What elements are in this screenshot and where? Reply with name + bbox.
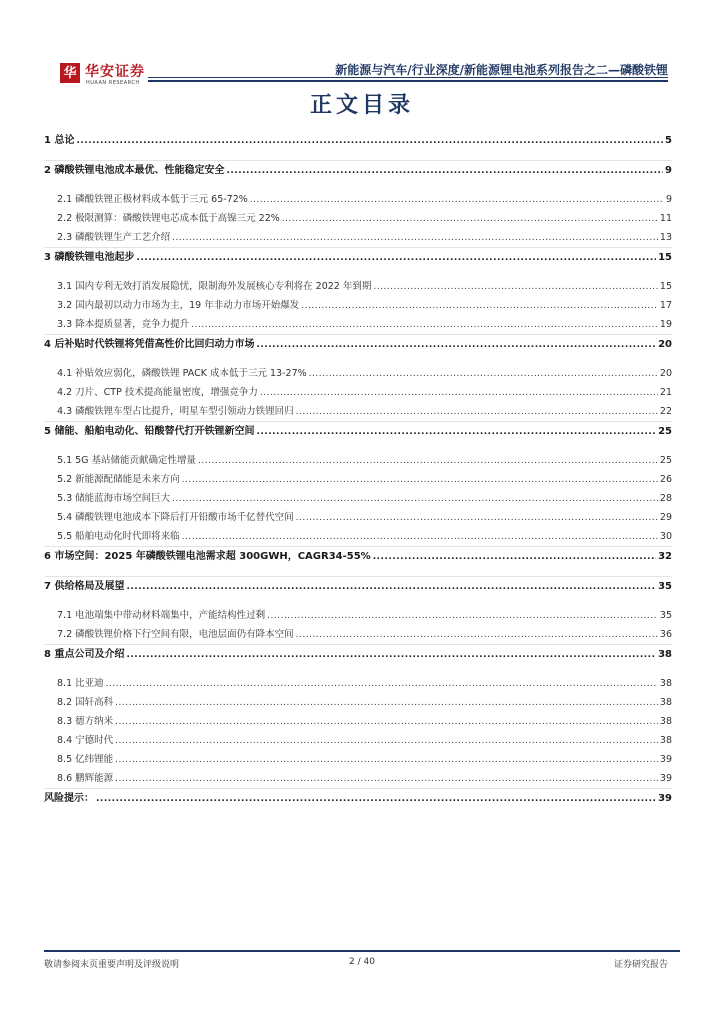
toc-subsection-entry[interactable] — [44, 625, 672, 644]
toc-subsection-entry[interactable] — [44, 277, 672, 296]
toc-leader-dots — [260, 384, 658, 402]
toc-leader-dots — [226, 161, 663, 181]
toc-entry-title: 2.3 磷酸铁锂生产工艺介绍 — [57, 232, 171, 243]
toc-leader-dots — [282, 210, 658, 228]
toc-subsection-entry[interactable] — [44, 209, 672, 228]
toc-entry-title: 2.1 磷酸铁锂正极材料成本低于三元 65-72% — [57, 194, 248, 205]
toc-section-entry[interactable] — [44, 546, 672, 576]
toc-leader-dots — [182, 471, 658, 489]
toc-subsection-entry[interactable] — [44, 674, 672, 693]
toc-entry-page: 25 — [658, 426, 672, 437]
toc-leader-dots — [250, 191, 664, 209]
toc-subsection-entry[interactable] — [44, 190, 672, 209]
toc-entry-page: 26 — [659, 474, 672, 485]
toc-subsection-entry[interactable] — [44, 489, 672, 508]
toc-entry-page: 35 — [659, 610, 672, 621]
toc-entry-title: 2.2 极限测算：磷酸铁锂电芯成本低于高镍三元 22% — [57, 213, 280, 224]
toc-leader-dots — [126, 577, 656, 597]
toc-entry-page: 38 — [658, 649, 672, 660]
toc-leader-dots — [115, 713, 658, 731]
toc-leader-dots — [136, 248, 656, 268]
footer-disclaimer: 敬请参阅末页重要声明及评级说明 — [44, 960, 180, 970]
toc-entry-page: 38 — [659, 716, 672, 727]
toc-entry-page: 13 — [659, 232, 672, 243]
toc-entry-title: 5.5 船舶电动化时代即将来临 — [57, 531, 180, 542]
toc-leader-dots — [198, 452, 658, 470]
toc-entry-title: 8.6 鹏辉能源 — [57, 773, 114, 784]
toc-entry-page: 15 — [658, 252, 672, 263]
toc-subsection-entry[interactable] — [44, 228, 672, 247]
logo-name: 华安证券 — [85, 64, 145, 80]
toc-section-entry[interactable] — [44, 788, 672, 818]
toc-entry-page: 38 — [659, 735, 672, 746]
toc-entry-page: 11 — [659, 213, 672, 224]
toc-section-entry[interactable] — [44, 576, 672, 606]
toc-subsection-entry[interactable] — [44, 712, 672, 731]
toc-entry-page: 15 — [659, 281, 672, 292]
toc-entry-title: 3.3 降本提质显著，竞争力提升 — [57, 319, 190, 330]
toc-subsection-entry[interactable] — [44, 470, 672, 489]
toc-entry-page: 19 — [659, 319, 672, 330]
toc-leader-dots — [267, 607, 658, 625]
toc-section-entry[interactable] — [44, 131, 672, 160]
toc-subsection-entry[interactable] — [44, 383, 672, 402]
toc-leader-dots — [296, 403, 658, 421]
toc-subsection-entry[interactable] — [44, 402, 672, 421]
toc-entry-title: 8.5 亿纬锂能 — [57, 754, 114, 765]
toc-leader-dots — [256, 335, 656, 355]
toc-leader-dots — [172, 490, 658, 508]
toc-entry-title: 7.1 电池端集中带动材料端集中，产能结构性过剩 — [57, 610, 266, 621]
toc-entry-page: 20 — [659, 368, 672, 379]
toc-leader-dots — [115, 732, 658, 750]
toc-leader-dots — [115, 751, 658, 769]
toc-entry-title: 5.2 新能源配储能是未来方向 — [57, 474, 180, 485]
toc-entry-title: 7 供给格局及展望 — [44, 581, 125, 592]
page-header — [0, 0, 724, 92]
toc-entry-title: 7.2 磷酸铁锂价格下行空间有限，电池层面仍有降本空间 — [57, 629, 294, 640]
toc-entry-title: 8.3 德方纳米 — [57, 716, 114, 727]
toc-leader-dots — [115, 770, 658, 788]
toc-entry-page: 28 — [659, 493, 672, 504]
toc-section-entry[interactable] — [44, 644, 672, 674]
toc-entry-title: 8.2 国轩高科 — [57, 697, 114, 708]
toc-entry-title: 4.2 刀片、CTP 技术提高能量密度，增强竞争力 — [57, 387, 258, 398]
logo-subtitle: HUAAN RESEARCH — [86, 80, 140, 86]
toc-leader-dots — [172, 229, 658, 247]
toc-entry-title: 2 磷酸铁锂电池成本最优、性能稳定安全 — [44, 165, 225, 176]
toc-leader-dots — [96, 789, 656, 809]
toc-entry-page: 39 — [659, 773, 672, 784]
report-series-title: 新能源与汽车/行业深度/新能源锂电池系列报告之二—磷酸铁锂 — [335, 63, 668, 77]
toc-entry-page: 9 — [665, 165, 672, 176]
toc-entry-title: 5.3 储能蓝海市场空间巨大 — [57, 493, 171, 504]
toc-leader-dots — [373, 547, 656, 567]
toc-subsection-entry[interactable] — [44, 731, 672, 750]
toc-entry-title: 5.4 磷酸铁锂电池成本下降后打开铅酸市场千亿替代空间 — [57, 512, 294, 523]
toc-section-entry[interactable] — [44, 247, 672, 277]
toc-entry-title: 3 磷酸铁锂电池起步 — [44, 252, 135, 263]
toc-entry-title: 8.1 比亚迪 — [57, 678, 104, 689]
toc-subsection-entry[interactable] — [44, 508, 672, 527]
toc-leader-dots — [115, 694, 658, 712]
toc-entry-page: 5 — [665, 135, 672, 146]
toc-entry-page: 38 — [659, 697, 672, 708]
toc-entry-page: 25 — [659, 455, 672, 466]
toc-entry-page: 17 — [659, 300, 672, 311]
toc-entry-page: 39 — [658, 793, 672, 804]
toc-entry-title: 3.2 国内最初以动力市场为主，19 年非动力市场开始爆发 — [57, 300, 300, 311]
toc-subsection-entry[interactable] — [44, 364, 672, 383]
toc-entry-page: 22 — [659, 406, 672, 417]
toc-section-entry[interactable] — [44, 160, 672, 190]
toc-entry-page: 39 — [659, 754, 672, 765]
toc-entry-title: 6 市场空间：2025 年磷酸铁锂电池需求超 300GWH，CAGR34-55% — [44, 551, 371, 562]
toc-entry-page: 36 — [659, 629, 672, 640]
toc-entry-page: 30 — [659, 531, 672, 542]
toc-subsection-entry[interactable] — [44, 693, 672, 712]
toc-section-entry[interactable] — [44, 334, 672, 364]
table-of-contents — [44, 131, 672, 818]
toc-section-entry[interactable] — [44, 421, 672, 451]
toc-entry-title: 8.4 宁德时代 — [57, 735, 114, 746]
toc-entry-page: 9 — [665, 194, 672, 205]
header-divider — [148, 77, 668, 78]
toc-subsection-entry[interactable] — [44, 315, 672, 334]
toc-entry-title: 风险提示： — [44, 793, 94, 804]
toc-entry-title: 8 重点公司及介绍 — [44, 649, 125, 660]
toc-subsection-entry[interactable] — [44, 769, 672, 788]
toc-entry-page: 29 — [659, 512, 672, 523]
toc-leader-dots — [126, 645, 656, 665]
toc-leader-dots — [106, 675, 658, 693]
toc-leader-dots — [373, 278, 658, 296]
toc-entry-title: 1 总论 — [44, 135, 75, 146]
header-divider-thick — [148, 80, 668, 82]
toc-subsection-entry[interactable] — [44, 451, 672, 470]
toc-entry-title: 4.3 磷酸铁锂车型占比提升，明星车型引领动力铁锂回归 — [57, 406, 294, 417]
footer-report-type: 证券研究报告 — [613, 960, 668, 970]
logo-icon: 华 — [60, 63, 80, 83]
toc-leader-dots — [256, 422, 656, 442]
toc-leader-dots — [296, 626, 658, 644]
toc-leader-dots — [301, 297, 658, 315]
toc-leader-dots — [191, 316, 658, 334]
toc-entry-title: 5 储能、船舶电动化、铅酸替代打开铁锂新空间 — [44, 426, 255, 437]
toc-entry-title: 5.1 5G 基站储能贡献确定性增量 — [57, 455, 197, 466]
toc-leader-dots — [309, 365, 658, 383]
toc-entry-page: 21 — [659, 387, 672, 398]
toc-leader-dots — [76, 131, 663, 151]
toc-entry-page: 20 — [658, 339, 672, 350]
toc-entry-title: 4.1 补贴效应弱化，磷酸铁锂 PACK 成本低于三元 13-27% — [57, 368, 307, 379]
page-number: 2 / 40 — [349, 957, 375, 967]
toc-subsection-entry[interactable] — [44, 296, 672, 315]
toc-subsection-entry[interactable] — [44, 750, 672, 769]
toc-leader-dots — [296, 509, 658, 527]
page-title: 正文目录 — [309, 92, 414, 118]
toc-subsection-entry[interactable] — [44, 527, 672, 546]
toc-subsection-entry[interactable] — [44, 606, 672, 625]
footer-divider — [44, 950, 680, 952]
toc-entry-title: 4 后补贴时代铁锂将凭借高性价比回归动力市场 — [44, 339, 255, 350]
toc-entry-page: 32 — [658, 551, 672, 562]
toc-entry-page: 35 — [658, 581, 672, 592]
toc-leader-dots — [182, 528, 658, 546]
toc-entry-title: 3.1 国内专利无效打消发展隐忧，限制海外发展核心专利将在 2022 年到期 — [57, 281, 372, 292]
toc-entry-page: 38 — [659, 678, 672, 689]
